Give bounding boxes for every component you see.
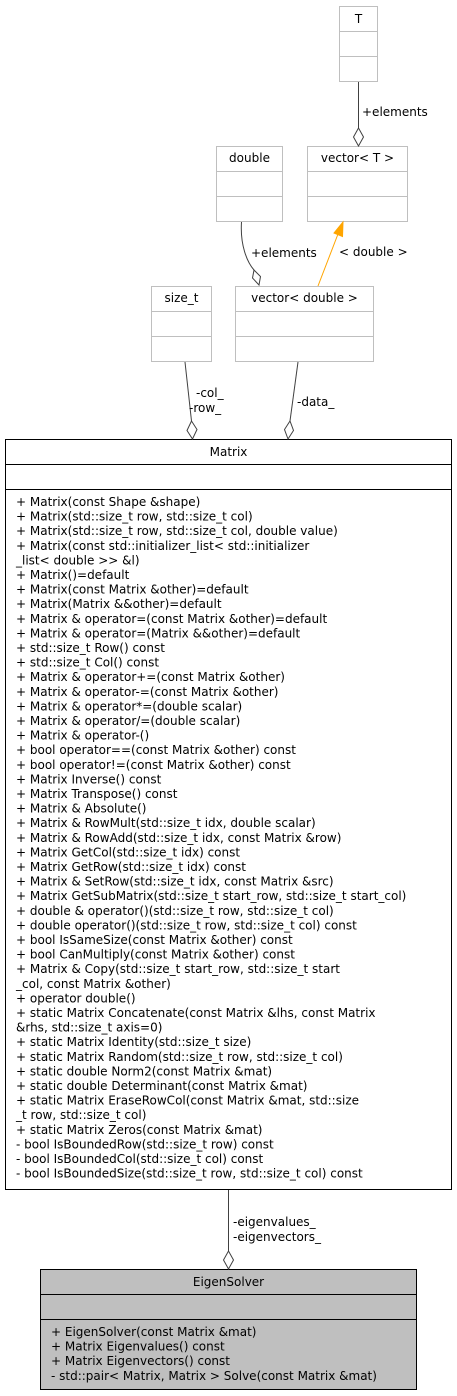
method-line: + Matrix Inverse() const [16, 772, 162, 787]
method-line: + Matrix(Matrix &&other)=default [16, 597, 222, 612]
edge-matrix-to-eigensolver [224, 1190, 322, 1269]
class-vector-t[interactable] [308, 147, 408, 222]
method-line: + Matrix & operator/=(double scalar) [16, 714, 241, 728]
method-line: + Matrix GetSubMatrix(std::size_t start_row, std::size_t start_col) [16, 889, 407, 904]
method-line: + Matrix & RowMult(std::size_t idx, double scalar) [16, 816, 316, 831]
method-line: &rhs, std::size_t axis=0) [16, 1020, 163, 1035]
method-line: + Matrix & SetRow(std::size_t idx, const Matrix &src) [16, 874, 334, 889]
class-t-name: T [354, 12, 363, 26]
method-line: + static Matrix Random(std::size_t row, std::size_t col) [16, 1049, 343, 1064]
method-line: + Matrix GetRow(std::size_t idx) const [16, 860, 246, 874]
composition-diamond-icon [224, 1251, 234, 1269]
class-double[interactable] [217, 147, 283, 222]
method-line: + Matrix & operator-=(const Matrix &other) [16, 684, 279, 699]
method-line: + Matrix & Absolute() [16, 801, 147, 816]
composition-diamond-icon [187, 421, 197, 439]
method-line: + std::size_t Row() const [16, 641, 165, 655]
method-line: + EigenSolver(const Matrix &mat) [51, 1325, 257, 1339]
edge-vector-t-to-vector-double [318, 222, 408, 286]
edge-vector-double-to-matrix-label: -data_ [297, 395, 335, 409]
composition-diamond-icon [253, 270, 261, 285]
method-line: + Matrix & Copy(std::size_t start_row, std::size_t start [16, 962, 341, 977]
method-line: + static double Determinant(const Matrix &mat) [16, 1079, 308, 1093]
method-line: + Matrix()=default [16, 568, 130, 582]
method-line: + Matrix Transpose() const [16, 787, 178, 801]
method-line: + static Matrix Concatenate(const Matrix &lhs, const Matrix [16, 1006, 376, 1020]
method-line: + bool CanMultiply(const Matrix &other) const [16, 947, 295, 962]
method-line: + Matrix & operator*=(double scalar) [16, 699, 243, 714]
composition-diamond-icon [285, 421, 294, 439]
edge-double-to-vector-double-label: +elements [251, 246, 317, 260]
method-line: + Matrix(const Shape &shape) [16, 495, 201, 509]
method-line: + static double Norm2(const Matrix &mat) [16, 1064, 273, 1079]
method-line: _list< double >> &l) [16, 553, 140, 568]
method-line: + static Matrix EraseRowCol(const Matrix &mat, std::size [16, 1093, 359, 1108]
method-line: + Matrix(const Matrix &other)=default [16, 582, 249, 597]
method-line: + Matrix & operator=(const Matrix &other)=default [16, 611, 328, 626]
method-line: _t row, std::size_t col) [16, 1108, 147, 1123]
method-line: - std::pair< Matrix, Matrix > Solve(const Matrix &mat) [51, 1368, 377, 1383]
method-line: + static Matrix Zeros(const Matrix &mat) [16, 1122, 263, 1137]
class-matrix-name: Matrix [209, 445, 248, 459]
class-double-name: double [229, 151, 270, 165]
method-line: + Matrix & operator=(Matrix &&other)=default [16, 626, 301, 641]
method-line: + Matrix(const std::initializer_list< std::initializer [16, 538, 310, 553]
composition-diamond-icon [354, 128, 364, 146]
method-line: - bool IsBoundedRow(std::size_t row) const [16, 1137, 274, 1152]
method-line: + Matrix(std::size_t row, std::size_t col) [16, 509, 253, 524]
method-line: + double & operator()(std::size_t row, std::size_t col) [16, 903, 334, 918]
method-line: - bool IsBoundedCol(std::size_t col) const [16, 1152, 264, 1166]
method-line: + bool operator!=(const Matrix &other) const [16, 757, 291, 772]
method-line: + Matrix & RowAdd(std::size_t idx, const Matrix &row) [16, 830, 342, 845]
method-line: + std::size_t Col() const [16, 655, 160, 670]
class-size-t[interactable] [152, 287, 212, 362]
class-t[interactable] [340, 7, 378, 82]
class-matrix[interactable] [6, 440, 452, 1190]
method-line: + Matrix Eigenvalues() const [51, 1339, 225, 1354]
edge-matrix-to-eigensolver-label-1: -eigenvalues_ [233, 1215, 316, 1229]
edge-matrix-to-eigensolver-label-2: -eigenvectors_ [233, 1230, 321, 1244]
class-vector-double[interactable] [236, 287, 374, 362]
method-line: + static Matrix Identity(std::size_t size) [16, 1035, 252, 1050]
method-line: + bool IsSameSize(const Matrix &other) const [16, 933, 293, 947]
method-line: + Matrix GetCol(std::size_t idx) const [16, 845, 241, 860]
edge-vector-t-to-vector-double-line [318, 234, 338, 286]
edge-t-to-vector-t-label: +elements [362, 105, 428, 119]
method-line: + double operator()(std::size_t row, std::size_t col) const [16, 918, 357, 933]
edge-t-to-vector-t [354, 82, 428, 146]
edge-size-t-to-matrix [185, 362, 225, 439]
method-line: + operator double() [16, 991, 136, 1006]
method-line: + bool operator==(const Matrix &other) const [16, 743, 296, 758]
method-line: + Matrix Eigenvectors() const [51, 1354, 230, 1369]
class-size-t-name: size_t [164, 291, 199, 305]
edge-double-to-vector-double [241, 222, 317, 285]
edge-vector-double-to-matrix [285, 362, 336, 439]
class-vector-double-name: vector< double > [251, 291, 358, 305]
template-arrow-icon [334, 222, 343, 237]
edge-vector-double-to-matrix-line [290, 362, 298, 421]
edge-size-t-to-matrix-label-2: -row_ [189, 401, 222, 415]
edge-vector-t-to-vector-double-label: < double > [339, 245, 408, 259]
method-line: - bool IsBoundedSize(std::size_t row, std::size_t col) const [16, 1166, 363, 1181]
method-line: + Matrix & operator+=(const Matrix &other) [16, 670, 285, 685]
class-eigensolver-name: EigenSolver [192, 1275, 265, 1289]
class-eigensolver[interactable] [41, 1270, 417, 1390]
edge-size-t-to-matrix-label-1: -col_ [196, 386, 224, 400]
method-line: + Matrix(std::size_t row, std::size_t col, double value) [16, 524, 338, 539]
method-line: + Matrix & operator-() [16, 728, 150, 743]
method-line: _col, const Matrix &other) [16, 976, 171, 991]
class-vector-t-name: vector< T > [320, 151, 395, 165]
